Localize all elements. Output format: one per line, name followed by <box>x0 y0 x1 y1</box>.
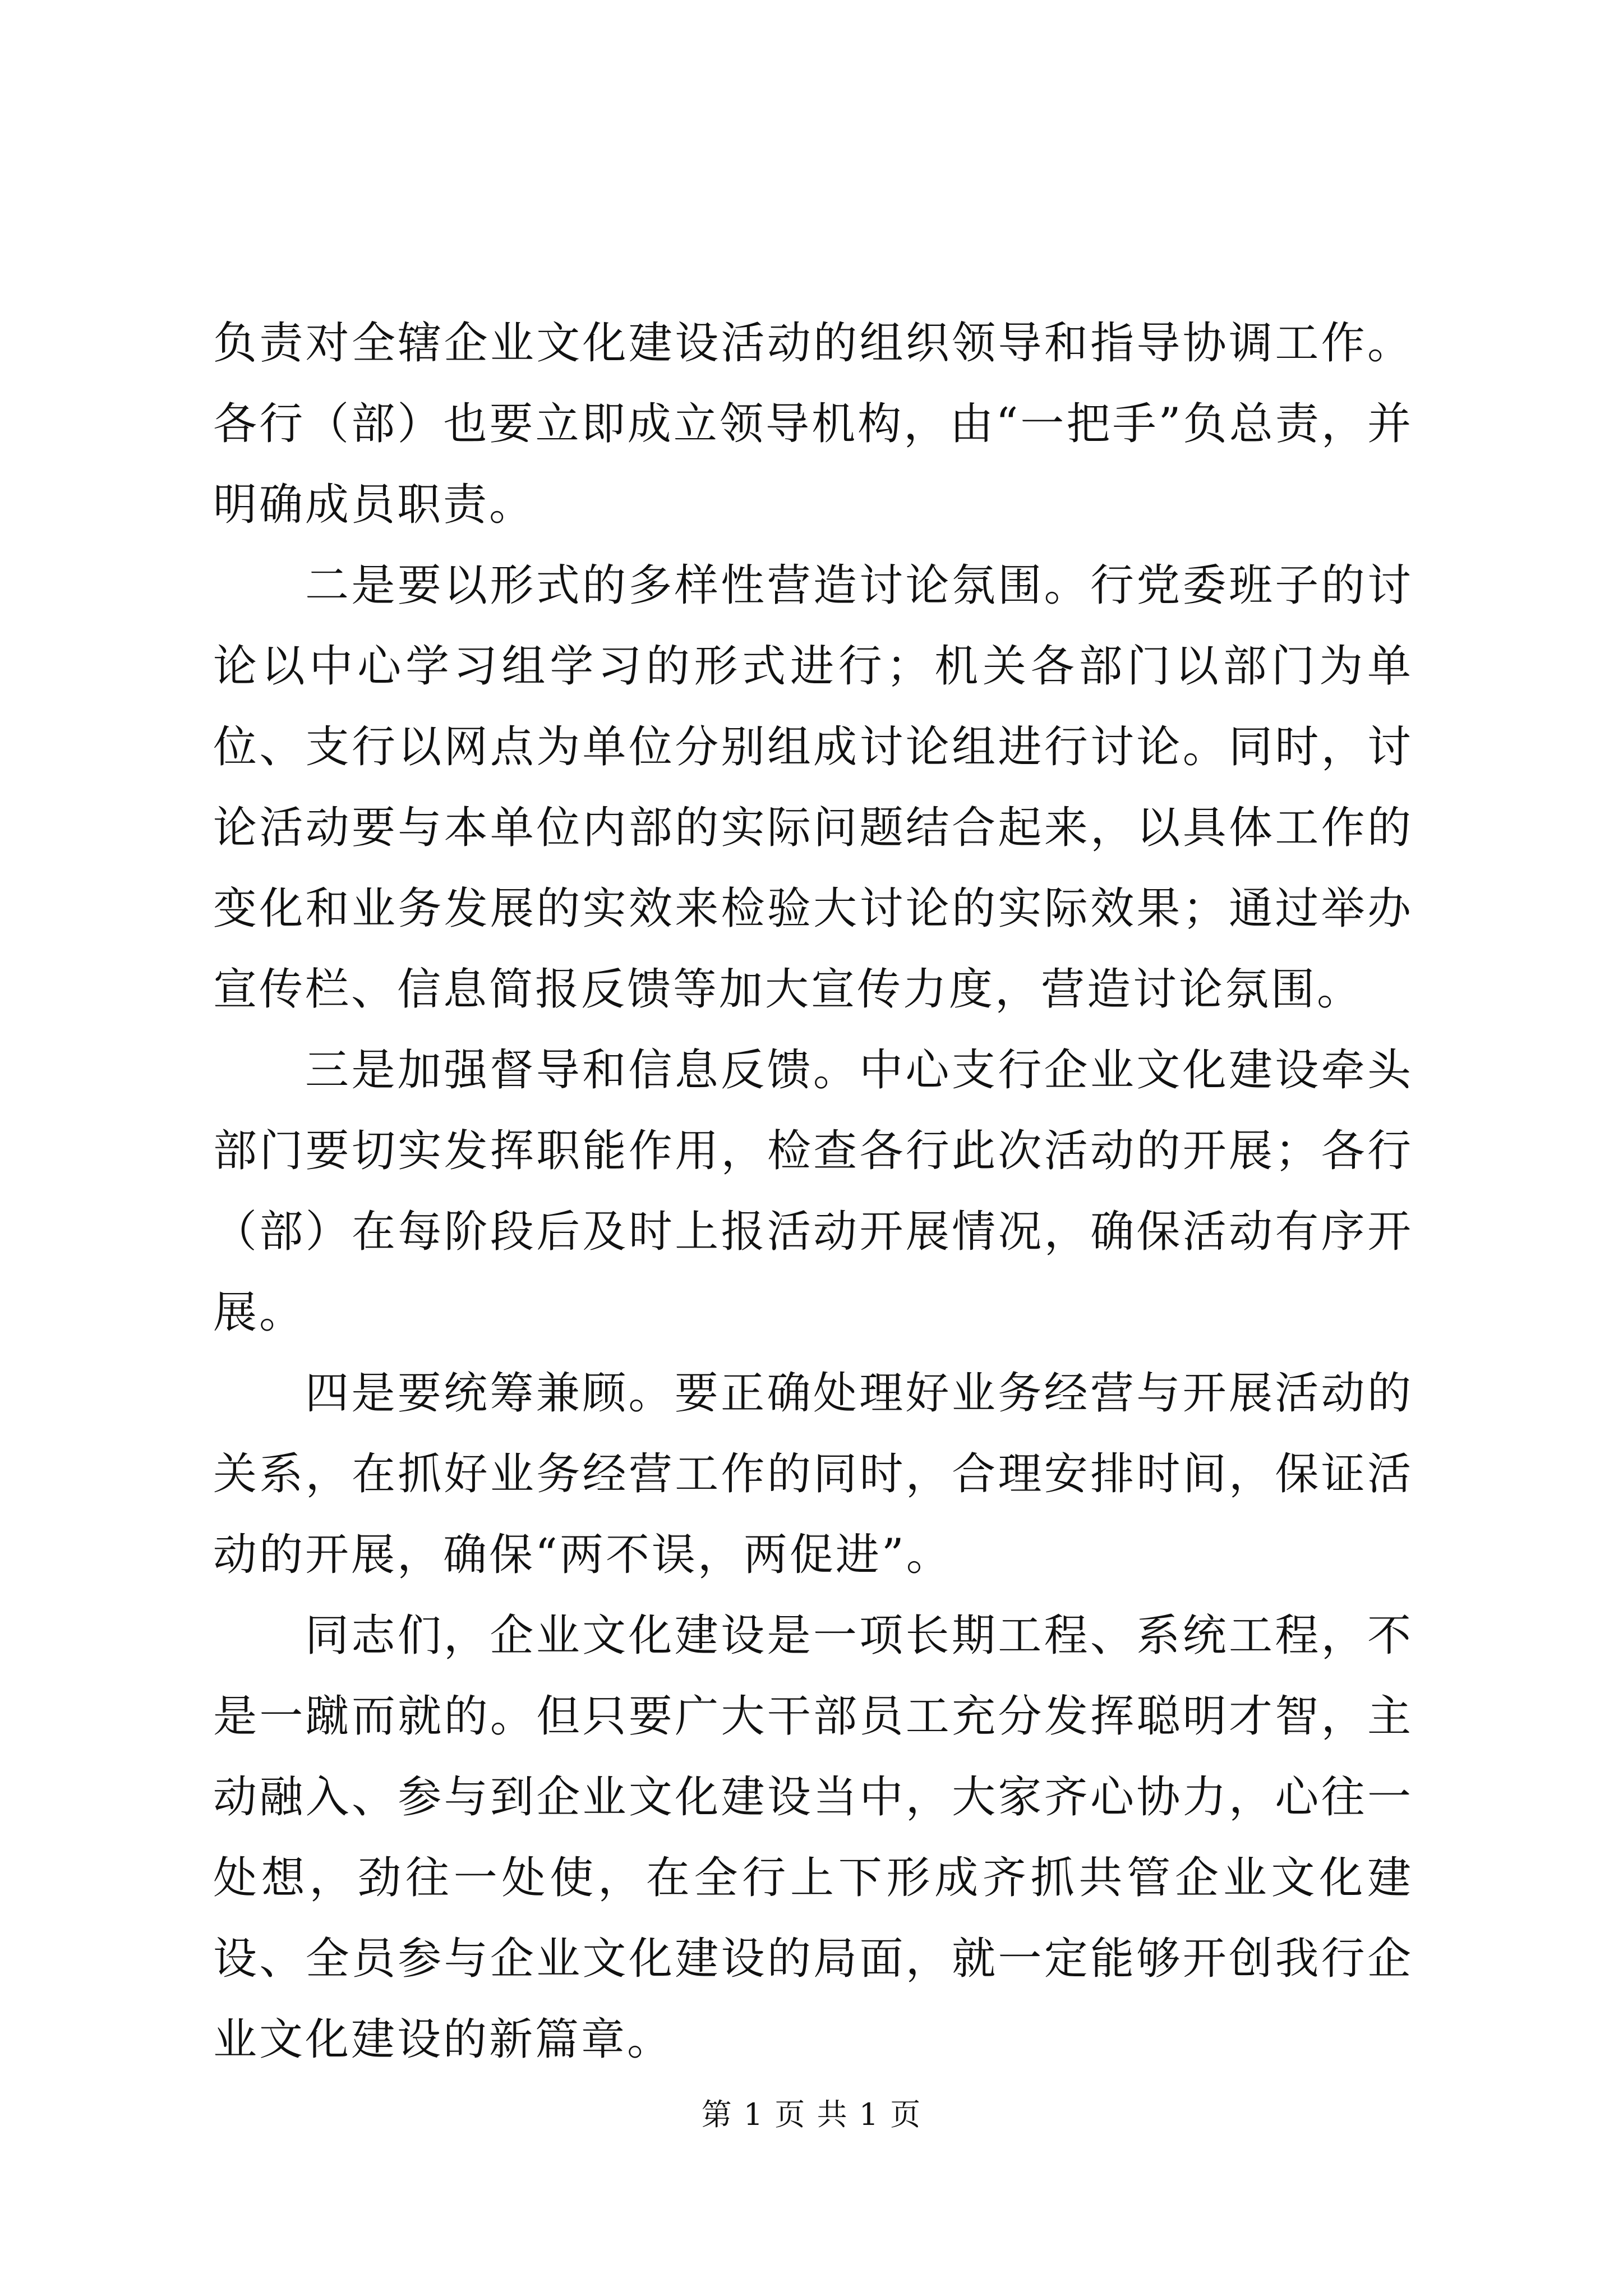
page-footer <box>0 2095 1623 2134</box>
paragraph-3: 三是加强督导和信息反馈。中心支行企业文化建设牵头部门要切实发挥职能作用，检查各行此次活动的开展；各行（部）在每阶段后及时上报活动开展情况，确保活动有序开展。 <box>213 1045 1413 1338</box>
page-number-label: 第 1 页 共 1 页 <box>701 2097 922 2132</box>
paragraph-4: 四是要统筹兼顾。要正确处理好业务经营与开展活动的关系，在抓好业务经营工作的同时，合理安排时间，保证活动的开展，确保“两不误，两促进”。 <box>213 1368 1413 1580</box>
document-body <box>213 303 1413 2080</box>
paragraph-5: 同志们，企业文化建设是一项长期工程、系统工程，不是一蹴而就的。但只要广大干部员工充分发挥聪明才智，主动融入、参与到企业文化建设当中，大家齐心协力，心往一处想，劲往一处使，在全行上下形成齐抓共管企业文化建设、全员参与企业文化建设的局面，就一定能够开创我行企业文化建设的新篇章。 <box>213 1611 1413 2065</box>
paragraph-2: 二是要以形式的多样性营造讨论氛围。行党委班子的讨论以中心学习组学习的形式进行；机关各部门以部门为单位、支行以网点为单位分别组成讨论组进行讨论。同时，讨论活动要与本单位内部的实际问题结合起来，以具体工作的变化和业务发展的实效来检验大讨论的实际效果；通过举办宣传栏、信息简报反馈等加大宣传力度，营造讨论氛围。 <box>213 560 1413 1015</box>
paragraph-1: 负责对全辖企业文化建设活动的组织领导和指导协调工作。各行（部）也要立即成立领导机构，由“一把手”负总责，并明确成员职责。 <box>213 318 1413 530</box>
